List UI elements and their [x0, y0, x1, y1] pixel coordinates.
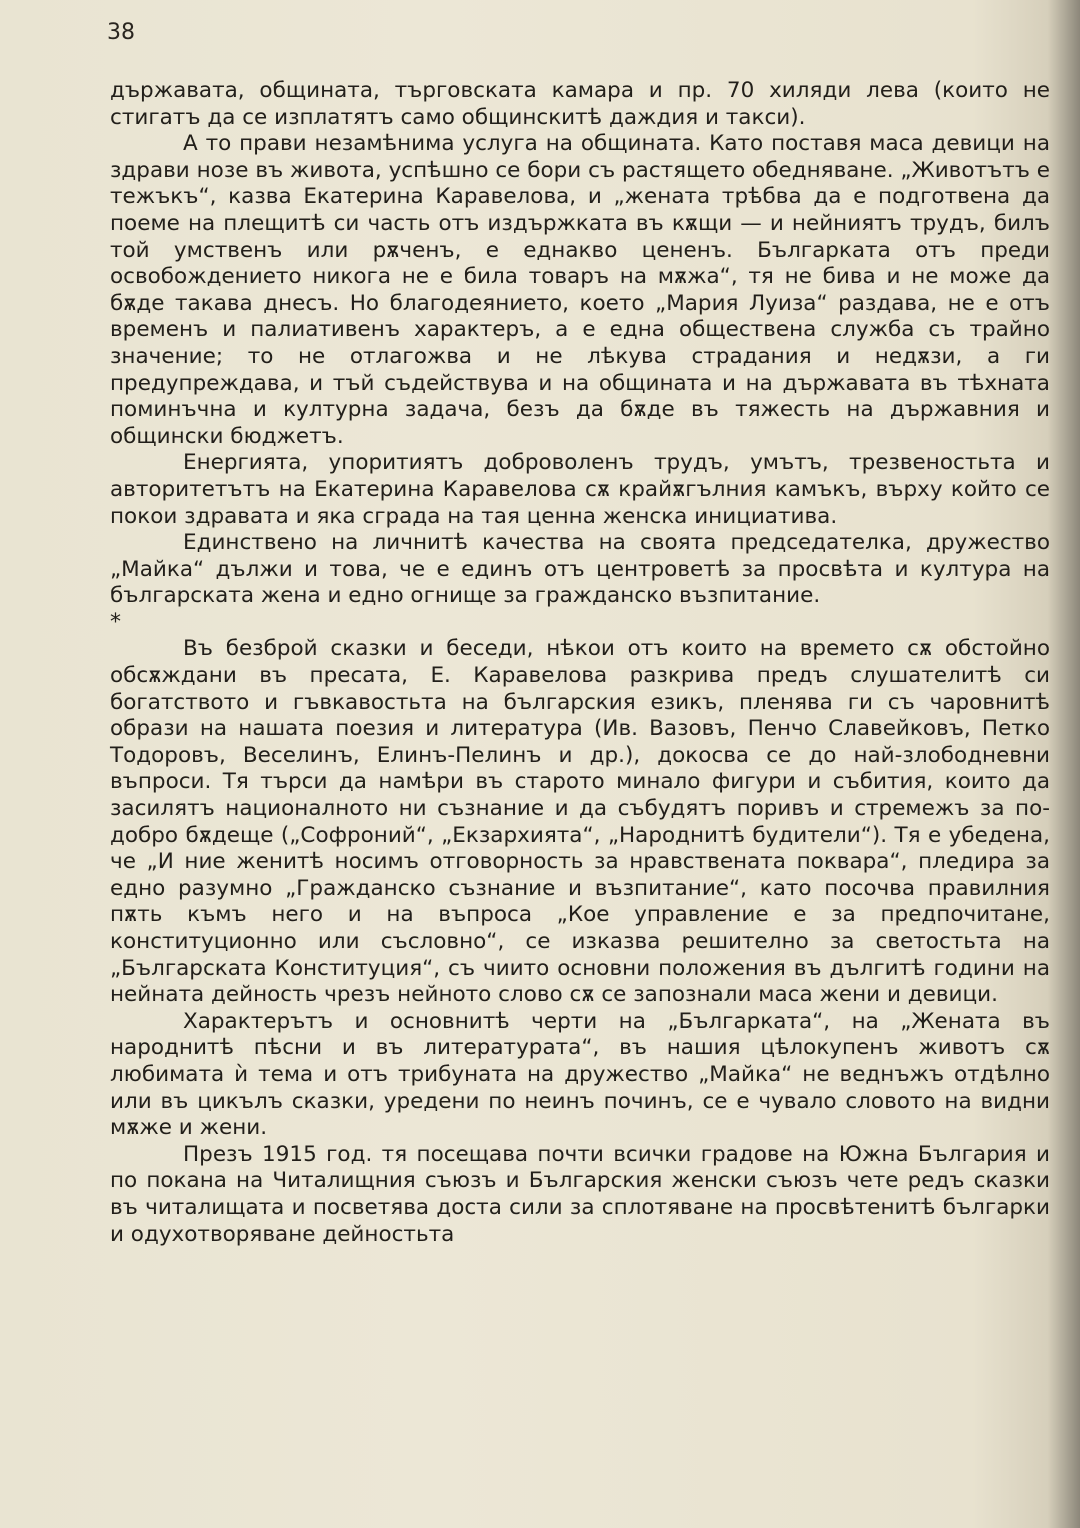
text-body: [110, 78, 1050, 1248]
paragraph: А то прави незамѣнима услуга на общината. Като поставя маса девици на здрави нозе въ живота, успѣшно се бори съ растящето обедняване. „Животътъ е тежъкъ“, казва Екатерина Каравелова, и „жената трѣбва да е подготвена да поеме на плещитѣ си часть отъ издържката въ кѫщи — и нейниятъ трудъ, билъ той умственъ или рѫченъ, е еднакво цененъ. Българката отъ преди освобождението никога не е била товаръ на мѫжа“, тя не бива и не може да бѫде такава днесъ. Но благодеянието, което „Мария Луиза“ раздава, не е отъ временъ и палиативенъ характеръ, а е една обществена служба съ трайно значение; то не отлагожва и не лѣкува страдания и недѫзи, а ги предупреждава, и тъй съдействува и на общината и на държавата въ тѣхната поминъчна и културна задача, безъ да бѫде въ тяжесть на държавния и общински бюджетъ.: [110, 131, 1050, 449]
paragraph: Презъ 1915 год. тя посещава почти всички градове на Южна България и по покана на Читалищния съюзъ и Българския женски съюзъ чете редъ сказки въ читалищата и посветява доста сили за сплотяване на просвѣтенитѣ българки и одухотворяване дейностьта: [110, 1141, 1050, 1247]
paragraph: държавата, общината, търговската камара и пр. 70 хиляди лева (които не стигатъ да се изплатятъ само общинскитѣ даждия и такси).: [110, 78, 1050, 130]
paragraph: Характерътъ и основнитѣ черти на „Българката“, на „Жената въ народнитѣ пѣсни и въ литературата“, въ нашия цѣлокупенъ животъ сѫ любимата ѝ тема и отъ трибуната на дружество „Майка“ не веднъжъ отдѣлно или въ цикълъ сказки, уредени по неинъ починъ, се е чувало словото на видни мѫже и жени.: [110, 1008, 1050, 1141]
paragraph: Енергията, упоритиятъ доброволенъ трудъ, умътъ, трезвеностьта и авторитетътъ на Екатерина Каравелова сѫ крайѫгълния камъкъ, върху който се покои здравата и яка сграда на тая ценна женска инициатива.: [110, 450, 1050, 529]
paragraph: Въ безброй сказки и беседи, нѣкои отъ които на времето сѫ обстойно обсѫждани въ пресата, Е. Каравелова разкрива предъ слушателитѣ си богатството и гъвкавостьта на българския езикъ, пленява ги съ чаровнитѣ образи на нашата поезия и литература (Ив. Вазовъ, Пенчо Славейковъ, Петко Тодоровъ, Веселинъ, Елинъ-Пелинъ и др.), докосва се до най-злободневни въпроси. Тя търси да намѣри въ старото минало фигури и събития, които да засилятъ националното ни съзнание и да събудятъ поривъ и стремежъ за по-добро бѫдеще („Софроний“, „Екзархията“, „Народнитѣ будители“). Тя е убедена, че „И ние женитѣ носимъ отговорность за нравствената поквара“, пледира за едно разумно „Гражданско съзнание и възпитание“, като посочва правилния пѫть къмъ него и на въпроса „Кое управление е за предпочитане, конституционно или съсловно“, се изказва решително за светостьта на „Българската Конституция“, съ чиито основни положения въ дългитѣ години на нейната дейность чрезъ нейното слово сѫ се запознали маса жени и девици.: [110, 636, 1050, 1008]
page-number: 38: [107, 20, 135, 45]
section-separator: *: [110, 609, 121, 635]
paragraph: Единствено на личнитѣ качества на своята председателка, дружество „Майка“ дължи и това, че е единъ отъ центроветѣ за просвѣта и култура на българската жена и едно огнище за гражданско възпитание.: [110, 530, 1050, 609]
